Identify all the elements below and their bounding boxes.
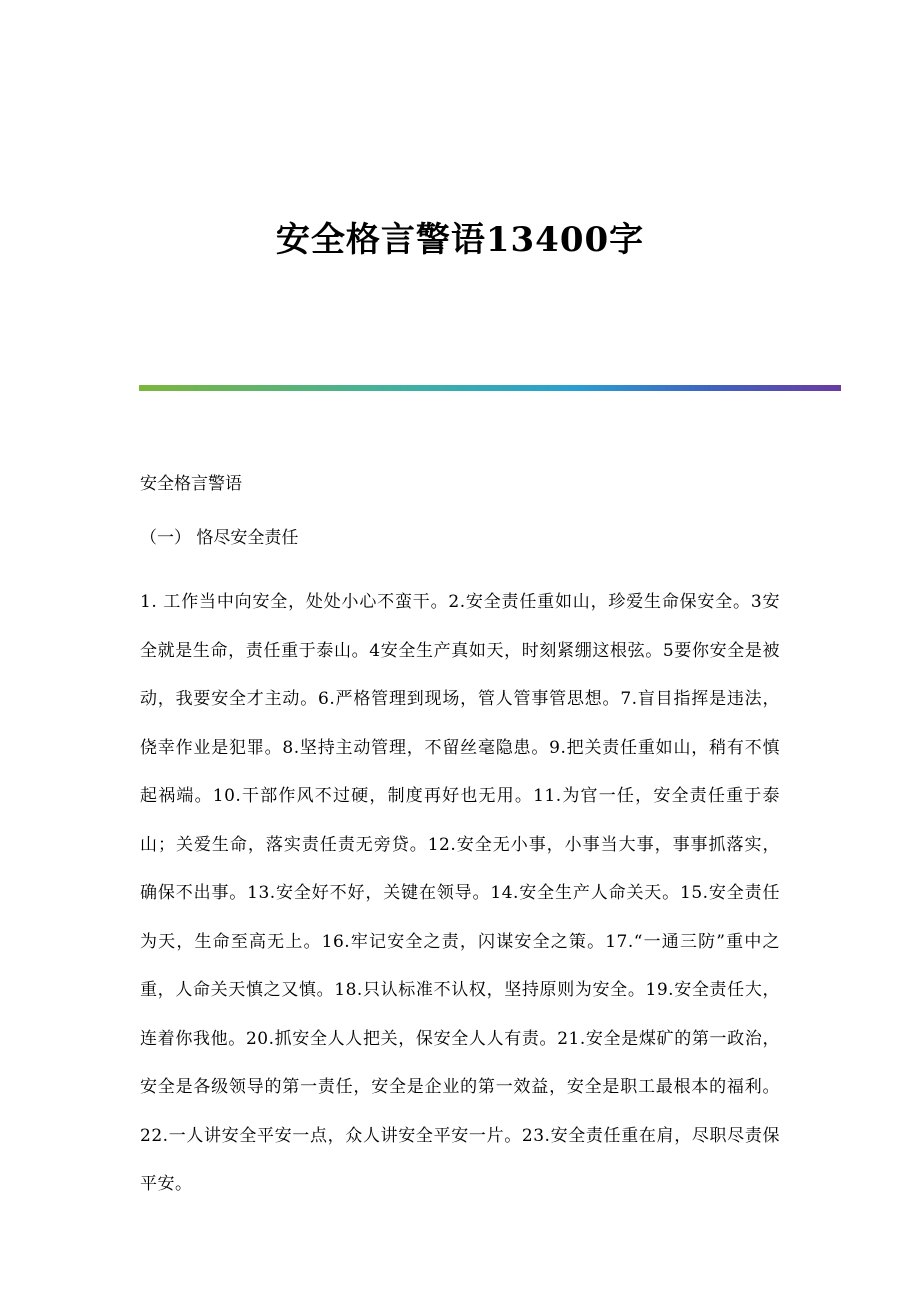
title-divider: [139, 385, 841, 391]
page-title: 安全格言警语13400字: [275, 220, 645, 260]
body-paragraph: 1. 工作当中向安全，处处小心不蛮干。2.安全责任重如山，珍爱生命保安全。3安全就是生命，责任重于泰山。4安全生产真如天，时刻紧绷这根弦。5要你安全是被动，我要安全才主动。6.严格管理到现场，管人管事管思想。7.盲目指挥是违法，侥幸作业是犯罪。8.坚持主动管理，不留丝毫隐患。9.把关责任重如山，稍有不慎起祸端。10.干部作风不过硬，制度再好也无用。11.为官一任，安全责任重于泰山；关爱生命，落实责任责无旁贷。12.安全无小事，小事当大事，事事抓落实，确保不出事。13.安全好不好，关键在领导。14.安全生产人命关天。15.安全责任为天，生命至高无上。16.牢记安全之责，闪谋安全之策。17.“一通三防”重中之重，人命关天慎之又慎。18.只认标准不认权，坚持原则为安全。19.安全责任大，连着你我他。20.抓安全人人把关，保安全人人有责。21.安全是煤矿的第一政治，安全是各级领导的第一责任，安全是企业的第一效益，安全是职工最根本的福利。22.一人讲安全平安一点，众人讲安全平安一片。23.安全责任重在肩，尽职尽责保平安。: [140, 592, 780, 1194]
subsection-heading: （一） 恪尽安全责任: [140, 528, 299, 548]
section-heading: 安全格言警语: [140, 474, 242, 494]
